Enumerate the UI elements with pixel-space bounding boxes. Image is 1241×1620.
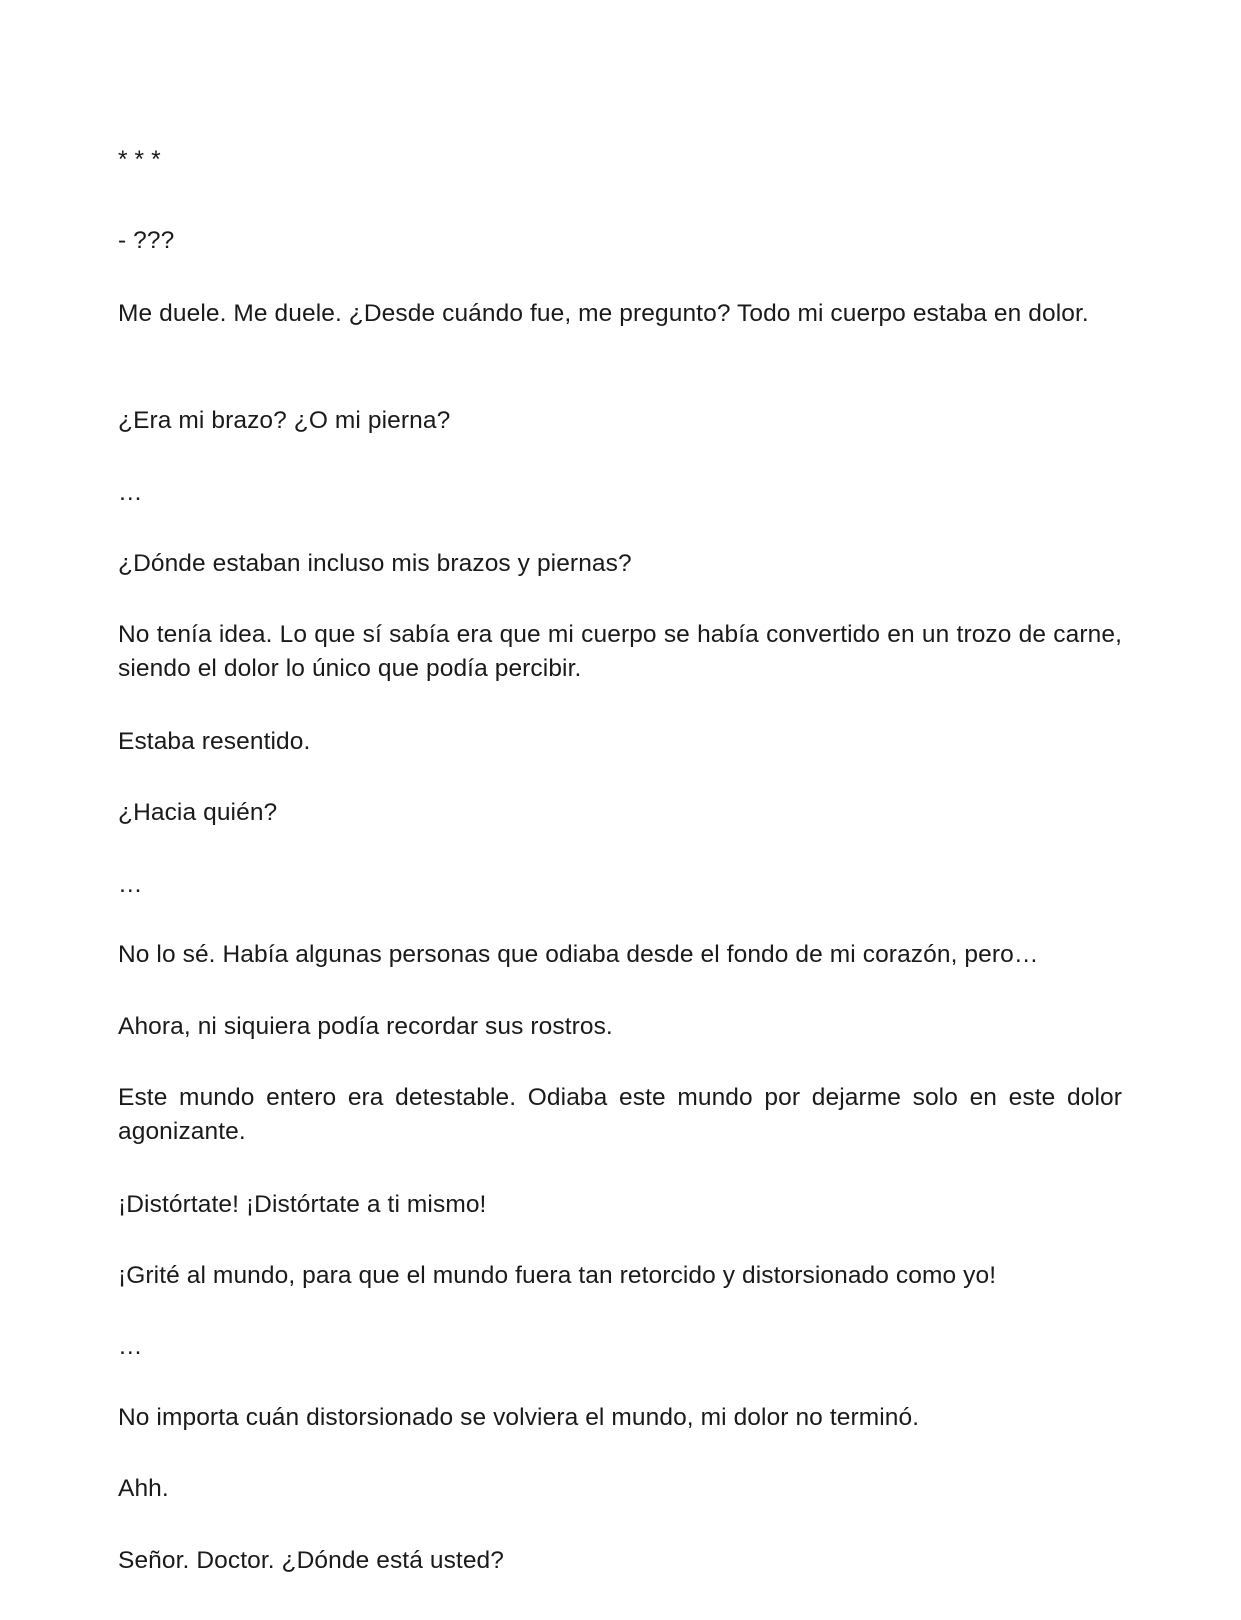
paragraph: ¡Grité al mundo, para que el mundo fuera tan retorcido y distorsionado como yo! bbox=[118, 1262, 997, 1289]
ellipsis-paragraph: … bbox=[118, 871, 143, 898]
paragraph: Ahh. bbox=[118, 1475, 169, 1502]
paragraph: ¿Dónde estaban incluso mis brazos y piernas? bbox=[118, 550, 632, 577]
paragraph: Este mundo entero era detestable. Odiaba este mundo por dejarme solo en este dolor agonizante. bbox=[118, 1084, 1122, 1145]
paragraph: Señor. Doctor. ¿Dónde está usted? bbox=[118, 1547, 505, 1574]
paragraph: ¿Hacia quién? bbox=[118, 799, 278, 826]
scene-break: * * * bbox=[118, 146, 161, 173]
paragraph: ¿Era mi brazo? ¿O mi pierna? bbox=[118, 407, 451, 434]
paragraph: Ahora, ni siquiera podía recordar sus rostros. bbox=[118, 1013, 613, 1040]
ellipsis-paragraph: … bbox=[118, 479, 143, 506]
paragraph: - ??? bbox=[118, 227, 175, 254]
paragraph: Me duele. Me duele. ¿Desde cuándo fue, me pregunto? Todo mi cuerpo estaba en dolor. bbox=[118, 300, 1089, 327]
paragraph: ¡Distórtate! ¡Distórtate a ti mismo! bbox=[118, 1191, 487, 1218]
paragraph: No lo sé. Había algunas personas que odiaba desde el fondo de mi corazón, pero… bbox=[118, 941, 1039, 968]
ellipsis-paragraph: … bbox=[118, 1333, 143, 1360]
paragraph: No tenía idea. Lo que sí sabía era que mi cuerpo se había convertido en un trozo de carne, siendo el dolor lo único que podía percibir. bbox=[118, 621, 1122, 682]
paragraph: Estaba resentido. bbox=[118, 728, 311, 755]
paragraph: No importa cuán distorsionado se volviera el mundo, mi dolor no terminó. bbox=[118, 1404, 920, 1431]
